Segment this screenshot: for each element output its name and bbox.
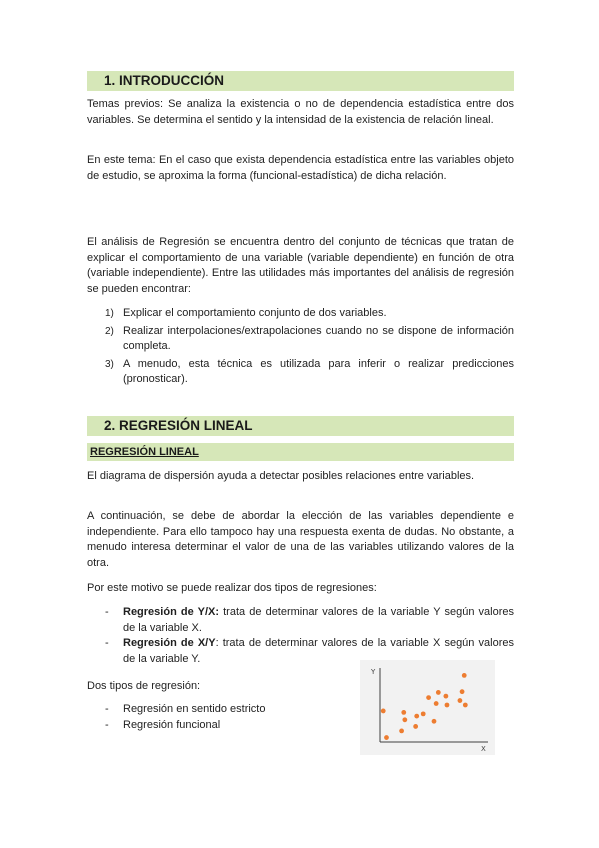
list-item xyxy=(87,324,514,355)
paragraph-temas-previos: Temas previos: Se analiza la existencia o no de dependencia estadística entre dos variables. Se determina el sentido y la intensidad de la existencia de relación lineal. xyxy=(87,98,514,126)
list-text: Realizar interpolaciones/extrapolaciones cuando no se dispone de información completa. xyxy=(123,324,514,352)
list-text: Regresión funcional xyxy=(123,718,221,731)
list-text: A menudo, esta técnica es utilizada para inferir o realizar predicciones (pronosticar). xyxy=(123,357,514,385)
paragraph-dos-tipos: Dos tipos de regresión: xyxy=(87,680,201,692)
list-bold-term: Regresión de Y/X: xyxy=(123,606,220,618)
list-dash: - xyxy=(105,718,109,731)
scatter-point xyxy=(436,690,441,695)
list-dash: - xyxy=(105,606,109,618)
paragraph-por-este-motivo: Por este motivo se puede realizar dos tipos de regresiones: xyxy=(87,582,377,594)
scatter-point xyxy=(421,711,426,716)
list-item xyxy=(87,605,514,636)
section-heading-introduccion: 1. INTRODUCCIÓN xyxy=(87,71,514,91)
list-text: Explicar el comportamiento conjunto de dos variables. xyxy=(123,307,387,319)
list-dash: - xyxy=(105,637,109,649)
scatter-point xyxy=(445,703,450,708)
list-item xyxy=(87,718,347,734)
scatter-point xyxy=(399,729,404,734)
scatter-point xyxy=(401,710,406,715)
scatter-point xyxy=(381,709,386,714)
list-text: trata de determinar valores de la variable Y según valores de la variable X. xyxy=(123,606,514,634)
list-dash: - xyxy=(105,703,109,715)
scatter-point xyxy=(414,714,419,719)
list-bold-term: Regresión de X/Y xyxy=(123,637,216,649)
section-heading-regresion-lineal: 2. REGRESIÓN LINEAL xyxy=(87,416,514,436)
scatter-plot-svg xyxy=(360,660,495,755)
scatter-point xyxy=(462,673,467,678)
scatter-chart xyxy=(360,660,495,755)
list-text: : trata de determinar valores de la variable X según valores de la variable Y. xyxy=(123,637,514,665)
utilidades-list xyxy=(87,306,514,390)
paragraph-diagrama-dispersion: El diagrama de dispersión ayuda a detectar posibles relaciones entre variables. xyxy=(87,470,475,482)
scatter-point xyxy=(384,735,389,740)
list-number: 2) xyxy=(105,325,114,337)
data-points xyxy=(381,673,468,740)
scatter-point xyxy=(463,703,468,708)
list-number: 1) xyxy=(105,308,114,319)
scatter-point xyxy=(432,719,437,724)
list-text: Regresión en sentido estricto xyxy=(123,703,266,715)
list-item xyxy=(87,357,514,388)
list-number: 3) xyxy=(105,358,114,370)
scatter-point xyxy=(413,724,418,729)
regresiones-list xyxy=(87,605,514,667)
scatter-point xyxy=(434,701,439,706)
tipos-list xyxy=(87,702,347,733)
scatter-point xyxy=(426,695,431,700)
scatter-point xyxy=(443,694,448,699)
scatter-point xyxy=(458,698,463,703)
scatter-point xyxy=(402,717,407,722)
subsection-heading-regresion-lineal: REGRESIÓN LINEAL xyxy=(87,443,514,461)
paragraph-continuacion: A continuación, se debe de abordar la elección de las variables dependiente e independiente. Para ello tampoco hay una respuesta exenta de dudas. No obstante, a menudo interesa determinar el valor de una de las variables utilizando valores de la otra. xyxy=(87,510,514,569)
y-axis-label: Y xyxy=(371,668,376,676)
paragraph-en-este-tema: En este tema: En el caso que exista dependencia estadística entre las variables objeto de estudio, se aproxima la forma (funcional-estadística) de dicha relación. xyxy=(87,154,514,182)
x-axis-label: X xyxy=(481,745,486,753)
paragraph-analisis-regresion: El análisis de Regresión se encuentra dentro del conjunto de técnicas que tratan de explicar el comportamiento de una variable (variable dependiente) en función de otra (variable independiente). Entre las utilidades más importantes del análisis de regresión se pueden encontrar: xyxy=(87,236,514,295)
list-item xyxy=(87,702,347,718)
list-item xyxy=(87,306,514,322)
scatter-point xyxy=(460,689,465,694)
